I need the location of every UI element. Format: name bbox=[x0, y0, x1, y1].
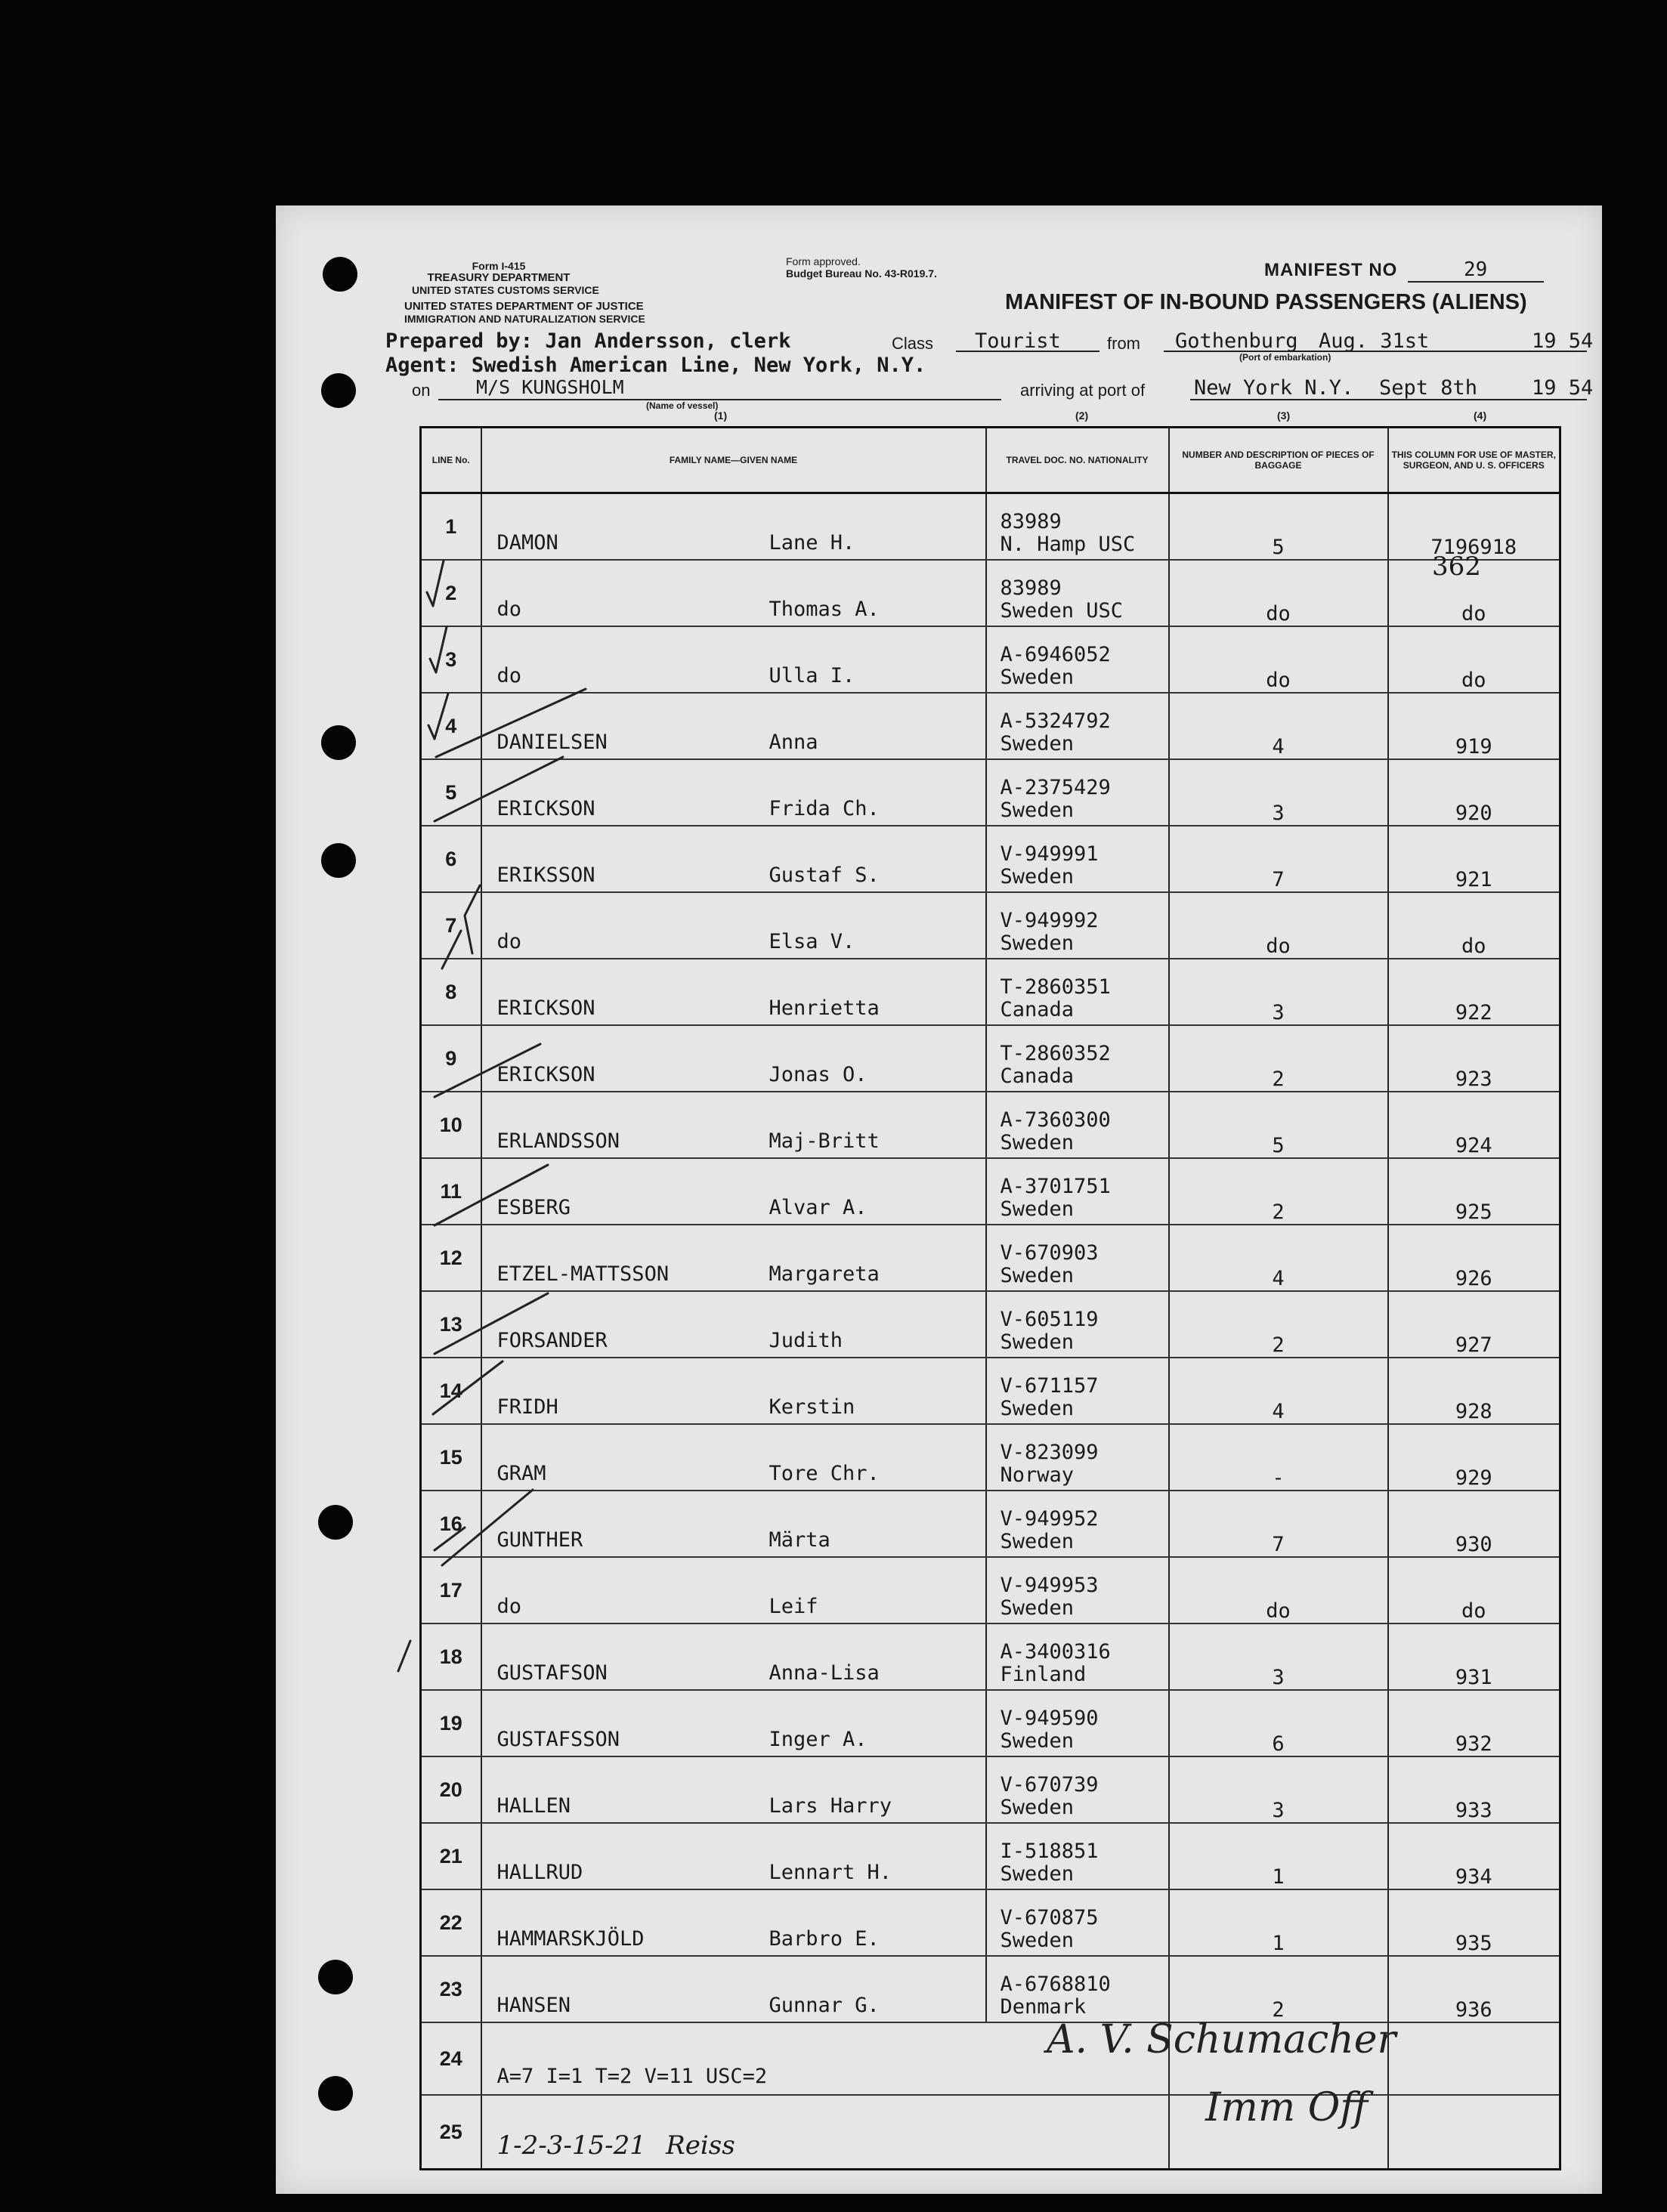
table-row bbox=[421, 1823, 1560, 1889]
travel-doc-no: A-3701751 bbox=[1000, 1175, 1111, 1198]
col-num-3: (3) bbox=[1277, 409, 1291, 422]
travel-doc-no: A-3400316 bbox=[1000, 1640, 1111, 1664]
baggage-count: 2 bbox=[1169, 1025, 1388, 1092]
manifest-no-label: MANIFEST NO bbox=[1264, 260, 1398, 280]
line-number: 4 bbox=[421, 693, 481, 759]
line-25-note-cell bbox=[481, 2095, 1169, 2170]
family-name: HALLRUD bbox=[496, 1861, 583, 1884]
travel-doc-no: A-5324792 bbox=[1000, 709, 1111, 733]
nationality: Sweden bbox=[1000, 1929, 1075, 1952]
agent-line bbox=[385, 354, 926, 377]
travel-doc-no: A-7360300 bbox=[1000, 1108, 1111, 1132]
officer-number: 936 bbox=[1388, 1956, 1560, 2022]
given-name: Ulla I. bbox=[769, 664, 855, 687]
travel-doc-no: V-671157 bbox=[1000, 1374, 1099, 1398]
line-number: 1 bbox=[421, 493, 481, 561]
col-num-2: (2) bbox=[1075, 409, 1089, 422]
doc-cell bbox=[986, 959, 1169, 1025]
line-number: 17 bbox=[421, 1557, 481, 1623]
table-row bbox=[421, 1889, 1560, 1956]
given-name: Leif bbox=[769, 1595, 818, 1618]
prepared-by: Jan Andersson, clerk bbox=[545, 329, 791, 353]
baggage-count: 5 bbox=[1169, 493, 1388, 561]
line-number: 21 bbox=[421, 1823, 481, 1889]
empty-cell bbox=[1388, 2095, 1560, 2170]
nationality: N. Hamp USC bbox=[1000, 533, 1136, 556]
given-name: Lane H. bbox=[769, 531, 855, 555]
col-doc-header: TRAVEL DOC. NO. NATIONALITY bbox=[986, 428, 1169, 493]
baggage-count: 3 bbox=[1169, 1756, 1388, 1823]
officer-signature: A. V. Schumacher bbox=[1047, 2017, 1396, 2062]
travel-doc-no: 83989 bbox=[1000, 510, 1062, 533]
officer-number: 933 bbox=[1388, 1756, 1560, 1823]
family-name: ESBERG bbox=[496, 1196, 571, 1219]
doc-cell bbox=[986, 1225, 1169, 1291]
nationality: Sweden bbox=[1000, 732, 1075, 755]
class-label: Class bbox=[892, 334, 934, 353]
given-name: Kerstin bbox=[769, 1395, 855, 1419]
travel-doc-no: V-670875 bbox=[1000, 1906, 1099, 1929]
budget-bureau: Budget Bureau No. 43-R019.7. bbox=[786, 267, 937, 280]
family-name: ERICKSON bbox=[496, 797, 595, 820]
doc-cell bbox=[986, 1756, 1169, 1823]
family-name: HANSEN bbox=[496, 1994, 571, 2017]
col-num-4: (4) bbox=[1474, 409, 1487, 422]
travel-doc-no: T-2860352 bbox=[1000, 1042, 1111, 1065]
line-25-note: 1-2-3-15-21 bbox=[496, 2130, 646, 2161]
travel-doc-no: A-2375429 bbox=[1000, 776, 1111, 799]
doc-cell bbox=[986, 892, 1169, 959]
nationality: Sweden bbox=[1000, 931, 1075, 955]
doj-label: UNITED STATES DEPARTMENT OF JUSTICE bbox=[404, 300, 644, 313]
doc-cell bbox=[986, 693, 1169, 759]
baggage-count: 4 bbox=[1169, 693, 1388, 759]
baggage-count: 3 bbox=[1169, 1623, 1388, 1690]
baggage-count: 4 bbox=[1169, 1225, 1388, 1291]
table-row-25 bbox=[421, 2095, 1560, 2170]
travel-doc-no: V-670903 bbox=[1000, 1241, 1099, 1265]
line-number: 3 bbox=[421, 626, 481, 693]
officer-number: 928 bbox=[1388, 1358, 1560, 1424]
given-name: Thomas A. bbox=[769, 598, 880, 621]
line-25-initials: Reiss bbox=[666, 2130, 735, 2161]
given-name: Lennart H. bbox=[769, 1861, 892, 1884]
nationality: Sweden bbox=[1000, 865, 1075, 888]
name-cell bbox=[481, 1823, 986, 1889]
family-name: DANIELSEN bbox=[496, 731, 608, 754]
given-name: Lars Harry bbox=[769, 1794, 892, 1818]
given-name: Märta bbox=[769, 1528, 830, 1552]
line-number: 10 bbox=[421, 1092, 481, 1158]
line-number: 2 bbox=[421, 560, 481, 626]
from-date: Aug. 31st bbox=[1319, 329, 1430, 353]
manifest-page bbox=[276, 205, 1602, 2194]
officer-number: 932 bbox=[1388, 1690, 1560, 1756]
totals-text: A=7 I=1 T=2 V=11 USC=2 bbox=[496, 2065, 768, 2088]
officer-number: do bbox=[1388, 892, 1560, 959]
treasury-dept: TREASURY DEPARTMENT bbox=[427, 271, 571, 284]
binder-hole bbox=[318, 1505, 353, 1540]
from-underline bbox=[1164, 351, 1587, 352]
doc-cell bbox=[986, 1889, 1169, 1956]
baggage-count: 1 bbox=[1169, 1823, 1388, 1889]
nationality: Sweden bbox=[1000, 1729, 1075, 1753]
baggage-count: - bbox=[1169, 1424, 1388, 1491]
doc-cell bbox=[986, 1291, 1169, 1358]
travel-doc-no: A-6768810 bbox=[1000, 1973, 1111, 1996]
binder-hole bbox=[321, 843, 356, 878]
line-number: 18 bbox=[421, 1623, 481, 1690]
travel-doc-no: T-2860351 bbox=[1000, 975, 1111, 999]
baggage-count: 2 bbox=[1169, 1956, 1388, 2022]
form-approved: Form approved. bbox=[786, 255, 861, 267]
family-name: do bbox=[496, 930, 522, 953]
travel-doc-no: A-6946052 bbox=[1000, 643, 1111, 666]
family-name: ERLANDSSON bbox=[496, 1129, 620, 1153]
nationality: Denmark bbox=[1000, 1995, 1087, 2019]
family-name: GUSTAFSON bbox=[496, 1661, 608, 1685]
nationality: Sweden bbox=[1000, 1131, 1075, 1154]
nationality: Norway bbox=[1000, 1463, 1075, 1487]
prepared-label: Prepared by: bbox=[385, 329, 534, 353]
line-number: 23 bbox=[421, 1956, 481, 2022]
travel-doc-no: V-949991 bbox=[1000, 842, 1099, 866]
family-name: ERIKSSON bbox=[496, 863, 595, 887]
line-number: 14 bbox=[421, 1358, 481, 1424]
officer-title-signature: Imm Off bbox=[1205, 2085, 1369, 2130]
line-number: 22 bbox=[421, 1889, 481, 1956]
checkmark-strokes bbox=[389, 508, 737, 1754]
family-name: GUSTAFSSON bbox=[496, 1728, 620, 1751]
from-year: 19 54 bbox=[1532, 329, 1594, 353]
line-number: 16 bbox=[421, 1491, 481, 1557]
given-name: Jonas O. bbox=[769, 1063, 868, 1086]
baggage-count: 2 bbox=[1169, 1291, 1388, 1358]
col-num-1: (1) bbox=[714, 409, 728, 422]
ins-label: IMMIGRATION AND NATURALIZATION SERVICE bbox=[404, 313, 645, 325]
line-number: 11 bbox=[421, 1158, 481, 1225]
travel-doc-no: V-823099 bbox=[1000, 1441, 1099, 1464]
doc-cell bbox=[986, 759, 1169, 826]
nationality: Sweden bbox=[1000, 1330, 1075, 1354]
line-number: 7 bbox=[421, 892, 481, 959]
baggage-count: 3 bbox=[1169, 759, 1388, 826]
col-officers-header: THIS COLUMN FOR USE OF MASTER, SURGEON, AND U. S. OFFICERS bbox=[1388, 428, 1560, 493]
officer-number: 927 bbox=[1388, 1291, 1560, 1358]
officer-number: 930 bbox=[1388, 1491, 1560, 1557]
nationality: Sweden bbox=[1000, 799, 1075, 822]
family-name: FRIDH bbox=[496, 1395, 558, 1419]
arrival-underline bbox=[1190, 399, 1587, 400]
agent-value: Swedish American Line, New York, N.Y. bbox=[471, 354, 926, 377]
class-underline bbox=[956, 351, 1099, 352]
nationality: Sweden bbox=[1000, 1264, 1075, 1287]
row2-handwritten-number: 362 bbox=[1432, 551, 1481, 582]
given-name: Henrietta bbox=[769, 996, 880, 1020]
line-number: 5 bbox=[421, 759, 481, 826]
name-cell bbox=[481, 1956, 986, 2022]
travel-doc-no: V-949952 bbox=[1000, 1507, 1099, 1531]
doc-cell bbox=[986, 1158, 1169, 1225]
baggage-count: 6 bbox=[1169, 1690, 1388, 1756]
baggage-count: 7 bbox=[1169, 1491, 1388, 1557]
nationality: Finland bbox=[1000, 1663, 1087, 1686]
nationality: Sweden bbox=[1000, 1796, 1075, 1819]
binder-hole bbox=[318, 2076, 353, 2111]
travel-doc-no: V-949953 bbox=[1000, 1574, 1099, 1597]
family-name: do bbox=[496, 1595, 522, 1618]
doc-cell bbox=[986, 1092, 1169, 1158]
officer-number: do bbox=[1388, 1557, 1560, 1623]
given-name: Inger A. bbox=[769, 1728, 868, 1751]
doc-cell bbox=[986, 1025, 1169, 1092]
nationality: Sweden bbox=[1000, 1596, 1075, 1620]
given-name: Tore Chr. bbox=[769, 1462, 880, 1485]
doc-cell bbox=[986, 1358, 1169, 1424]
family-name: ERICKSON bbox=[496, 996, 595, 1020]
doc-cell bbox=[986, 1823, 1169, 1889]
baggage-count: 1 bbox=[1169, 1889, 1388, 1956]
officer-number: 925 bbox=[1388, 1158, 1560, 1225]
doc-cell bbox=[986, 626, 1169, 693]
travel-doc-no: V-605119 bbox=[1000, 1308, 1099, 1331]
given-name: Anna-Lisa bbox=[769, 1661, 880, 1685]
baggage-count: 7 bbox=[1169, 826, 1388, 892]
line-number: 9 bbox=[421, 1025, 481, 1092]
vessel-name: M/S KUNGSHOLM bbox=[476, 376, 624, 398]
travel-doc-no: V-949992 bbox=[1000, 909, 1099, 932]
officer-number: 934 bbox=[1388, 1823, 1560, 1889]
travel-doc-no: 83989 bbox=[1000, 576, 1062, 600]
from-port: Gothenburg bbox=[1175, 329, 1298, 353]
empty-cell bbox=[1388, 2022, 1560, 2095]
arrival-port: New York N.Y. bbox=[1194, 376, 1354, 400]
line-number: 24 bbox=[421, 2022, 481, 2095]
given-name: Gunnar G. bbox=[769, 1994, 880, 2017]
given-name: Gustaf S. bbox=[769, 863, 880, 887]
line-number: 25 bbox=[421, 2095, 481, 2170]
table-row bbox=[421, 1756, 1560, 1823]
line-number: 20 bbox=[421, 1756, 481, 1823]
col-line-header: LINE No. bbox=[421, 428, 481, 493]
family-name: GUNTHER bbox=[496, 1528, 583, 1552]
from-label: from bbox=[1107, 334, 1140, 353]
family-name: HALLEN bbox=[496, 1794, 571, 1818]
officer-number: 922 bbox=[1388, 959, 1560, 1025]
baggage-count: do bbox=[1169, 560, 1388, 626]
manifest-no-underline bbox=[1408, 281, 1544, 283]
officer-number: 920 bbox=[1388, 759, 1560, 826]
travel-doc-no: V-949590 bbox=[1000, 1707, 1099, 1730]
col-name-header: FAMILY NAME—GIVEN NAME bbox=[481, 428, 986, 493]
nationality: Sweden bbox=[1000, 1197, 1075, 1221]
nationality: Sweden bbox=[1000, 1862, 1075, 1886]
doc-cell bbox=[986, 826, 1169, 892]
officer-number: 921 bbox=[1388, 826, 1560, 892]
form-id bbox=[412, 260, 599, 296]
line-number: 12 bbox=[421, 1225, 481, 1291]
binder-hole bbox=[318, 1960, 353, 1994]
officer-number: 924 bbox=[1388, 1092, 1560, 1158]
family-name: do bbox=[496, 664, 522, 687]
manifest-title: MANIFEST OF IN-BOUND PASSENGERS (ALIENS) bbox=[1005, 290, 1527, 314]
class-value: Tourist bbox=[975, 329, 1061, 353]
vessel-underline bbox=[438, 399, 1001, 400]
baggage-count: do bbox=[1169, 892, 1388, 959]
family-name: ERICKSON bbox=[496, 1063, 595, 1086]
given-name: Margareta bbox=[769, 1262, 880, 1286]
name-cell bbox=[481, 1756, 986, 1823]
given-name: Frida Ch. bbox=[769, 797, 880, 820]
baggage-count: do bbox=[1169, 626, 1388, 693]
doc-cell bbox=[986, 1424, 1169, 1491]
officer-number: 926 bbox=[1388, 1225, 1560, 1291]
name-cell bbox=[481, 1889, 986, 1956]
nationality: Sweden USC bbox=[1000, 599, 1124, 623]
family-name: FORSANDER bbox=[496, 1329, 608, 1352]
nationality: Sweden bbox=[1000, 1397, 1075, 1420]
table-header-row bbox=[421, 428, 1560, 493]
doc-cell bbox=[986, 1491, 1169, 1557]
binder-hole bbox=[323, 257, 357, 292]
doc-cell bbox=[986, 560, 1169, 626]
baggage-count: 3 bbox=[1169, 959, 1388, 1025]
given-name: Judith bbox=[769, 1329, 843, 1352]
line-number: 8 bbox=[421, 959, 481, 1025]
given-name: Maj-Britt bbox=[769, 1129, 880, 1153]
travel-doc-no: I-518851 bbox=[1000, 1840, 1099, 1863]
on-label: on bbox=[412, 381, 431, 400]
arrival-date: Sept 8th bbox=[1379, 376, 1478, 400]
officer-number: 929 bbox=[1388, 1424, 1560, 1491]
line-number: 13 bbox=[421, 1291, 481, 1358]
doc-cell bbox=[986, 1690, 1169, 1756]
approval-block bbox=[786, 255, 937, 280]
binder-hole bbox=[321, 725, 356, 760]
customs-service: UNITED STATES CUSTOMS SERVICE bbox=[412, 284, 599, 296]
form-number: Form I-415 bbox=[472, 260, 526, 272]
family-name: HAMMARSKJÖLD bbox=[496, 1927, 645, 1951]
nationality: Sweden bbox=[1000, 1530, 1075, 1553]
doc-cell bbox=[986, 1557, 1169, 1623]
manifest-no-value: 29 bbox=[1464, 258, 1488, 281]
given-name: Alvar A. bbox=[769, 1196, 868, 1219]
family-name: DAMON bbox=[496, 531, 558, 555]
line-number: 15 bbox=[421, 1424, 481, 1491]
vessel-note: (Name of vessel) bbox=[646, 400, 719, 411]
family-name: GRAM bbox=[496, 1462, 546, 1485]
officer-number: 7196918 bbox=[1388, 493, 1560, 561]
baggage-count: 5 bbox=[1169, 1092, 1388, 1158]
col-baggage-header: NUMBER AND DESCRIPTION OF PIECES OF BAGGAGE bbox=[1169, 428, 1388, 493]
doc-cell bbox=[986, 493, 1169, 561]
baggage-count: do bbox=[1169, 1557, 1388, 1623]
officer-number: 923 bbox=[1388, 1025, 1560, 1092]
baggage-count: 2 bbox=[1169, 1158, 1388, 1225]
line-number: 19 bbox=[421, 1690, 481, 1756]
doj-block bbox=[404, 300, 645, 325]
doc-cell bbox=[986, 1623, 1169, 1690]
table-row bbox=[421, 1956, 1560, 2022]
officer-number: 935 bbox=[1388, 1889, 1560, 1956]
arriving-label: arriving at port of bbox=[1020, 381, 1146, 400]
port-embark-note: (Port of embarkation) bbox=[1239, 352, 1331, 363]
officer-number: 931 bbox=[1388, 1623, 1560, 1690]
family-name: ETZEL-MATTSSON bbox=[496, 1262, 670, 1286]
binder-hole bbox=[321, 373, 356, 408]
baggage-count: 4 bbox=[1169, 1358, 1388, 1424]
officer-number: 919 bbox=[1388, 693, 1560, 759]
given-name: Elsa V. bbox=[769, 930, 855, 953]
given-name: Anna bbox=[769, 731, 818, 754]
given-name: Barbro E. bbox=[769, 1927, 880, 1951]
officer-number: do bbox=[1388, 560, 1560, 626]
officer-number: do bbox=[1388, 626, 1560, 693]
arrival-year: 19 54 bbox=[1532, 376, 1594, 400]
nationality: Canada bbox=[1000, 998, 1075, 1021]
doc-cell bbox=[986, 1956, 1169, 2022]
family-name: do bbox=[496, 598, 522, 621]
travel-doc-no: V-670739 bbox=[1000, 1773, 1099, 1796]
prepared-line bbox=[385, 329, 790, 353]
agent-label: Agent: bbox=[385, 354, 459, 377]
nationality: Canada bbox=[1000, 1064, 1075, 1088]
line-number: 6 bbox=[421, 826, 481, 892]
nationality: Sweden bbox=[1000, 666, 1075, 689]
